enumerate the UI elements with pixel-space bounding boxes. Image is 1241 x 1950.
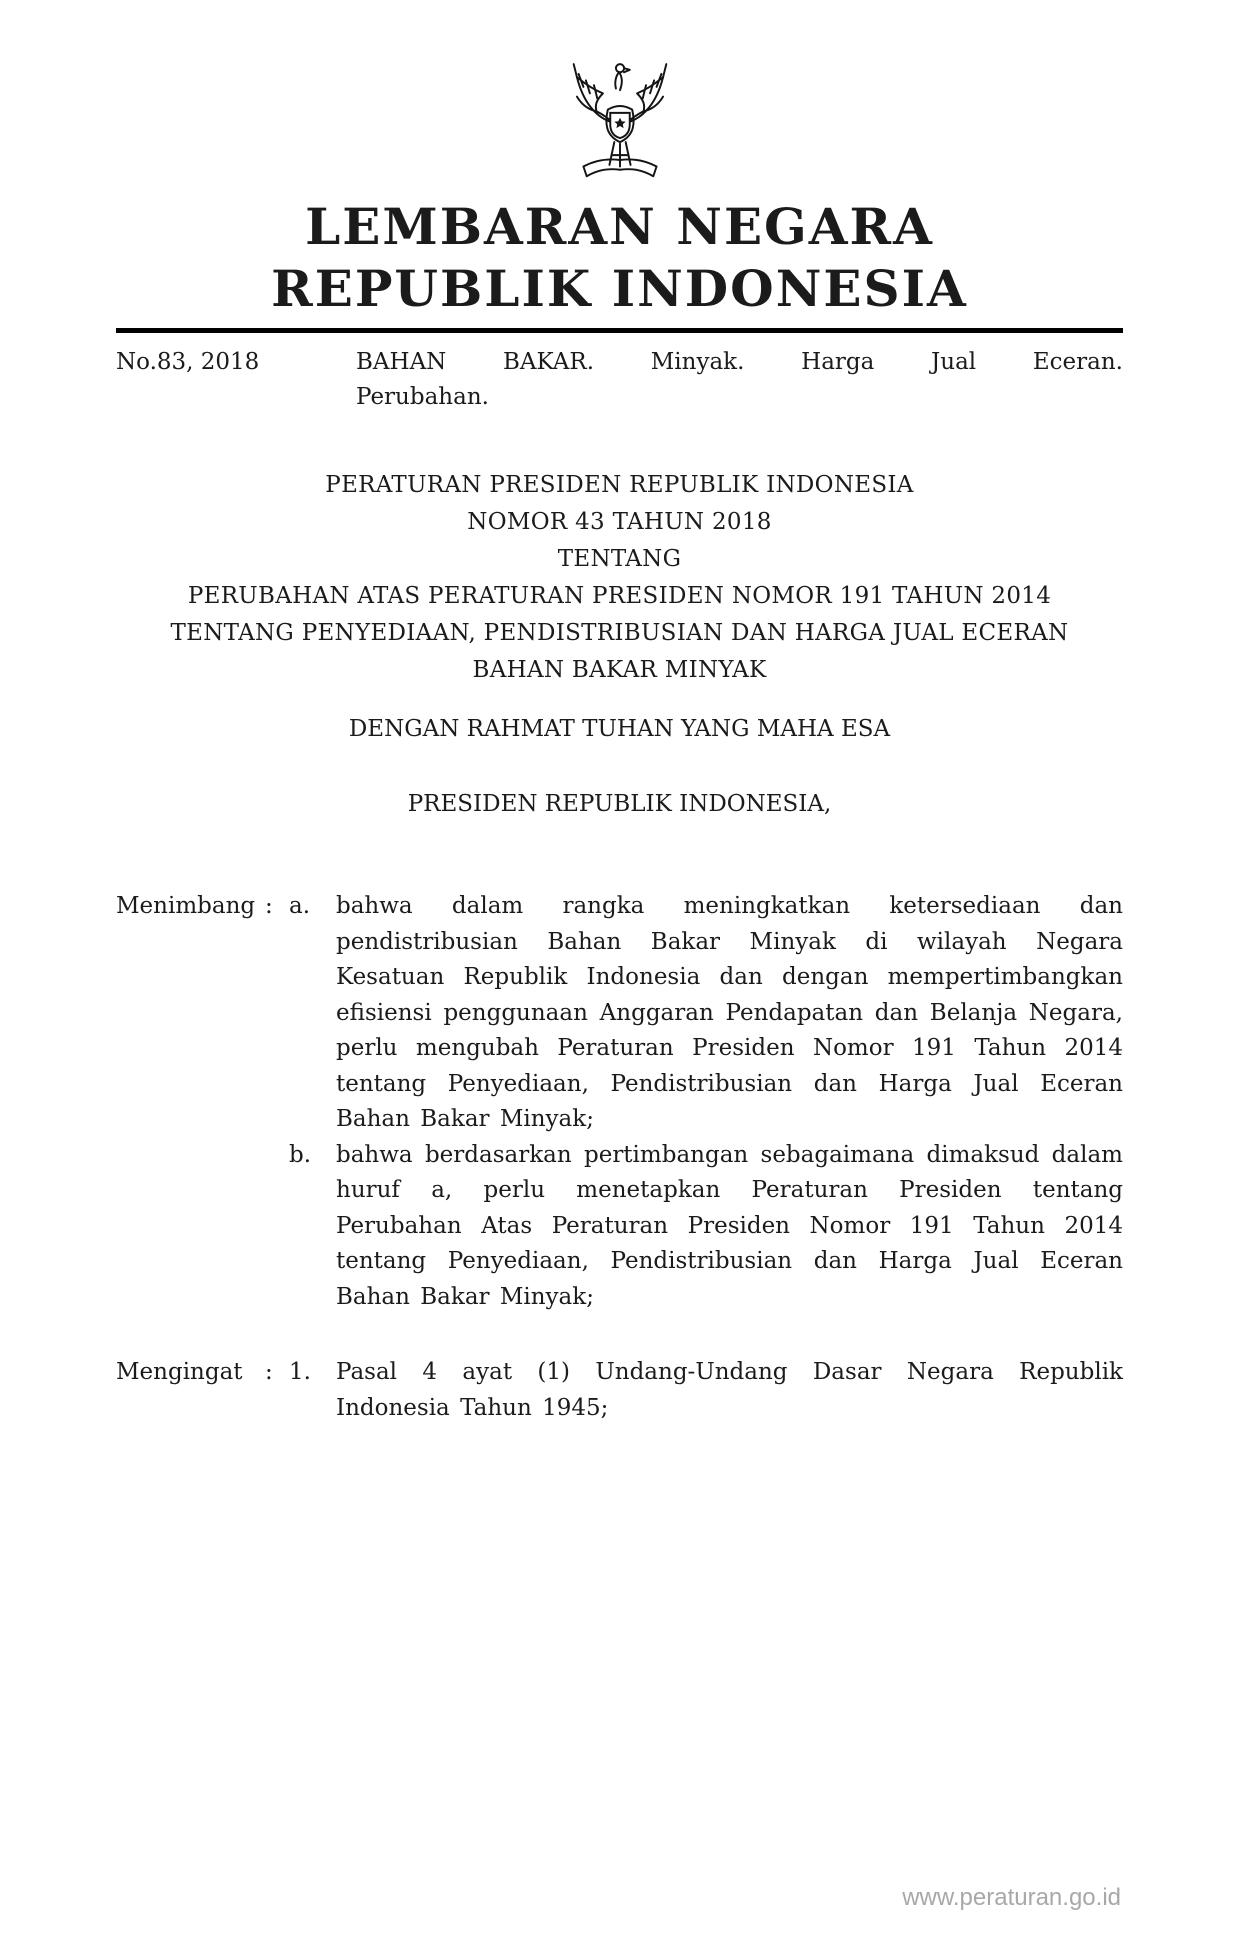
considerations-label: Menimbang (116, 893, 256, 919)
title-line-6: BAHAN BAKAR MINYAK (472, 657, 767, 683)
title-line-4: PERUBAHAN ATAS PERATURAN PRESIDEN NOMOR 191 TAHUN 2014 (187, 583, 1052, 609)
gazette-subject (356, 345, 1123, 415)
legal-basis-item-1-marker: 1. (289, 1359, 311, 1385)
title-line-2: NOMOR 43 TAHUN 2018 (467, 509, 772, 535)
legal-basis-block (116, 1355, 1123, 1426)
legal-basis-label: Mengingat (116, 1359, 243, 1385)
title-line-3: TENTANG (557, 546, 682, 572)
garuda-pancasila-emblem-icon (559, 56, 681, 186)
invocation-line: DENGAN RAHMAT TUHAN YANG MAHA ESA (348, 716, 891, 742)
spacer-cell (116, 1138, 265, 1316)
consideration-item-b-text: bahwa berdasarkan pertimbangan sebagaimana dimaksud dalam huruf a, perlu menetapkan Peraturan Presiden tentang Perubahan Atas Peraturan Presiden Nomor 191 Tahun 2014 tentang Penyediaan, Pendistribusian dan Harga Jual Eceran Bahan Bakar Minyak; (336, 1141, 1123, 1310)
title-line-1: PERATURAN PRESIDEN REPUBLIK INDONESIA (325, 472, 914, 498)
authority-line: PRESIDEN REPUBLIK INDONESIA, (407, 791, 832, 817)
gazette-meta-row (116, 345, 1123, 415)
considerations-block (116, 889, 1123, 1315)
masthead (116, 196, 1123, 320)
consideration-item-a-marker: a. (289, 893, 311, 919)
legal-basis-separator: : (265, 1359, 273, 1385)
gazette-subject-line1: BAHAN BAKAR. Minyak. Harga Jual Eceran. (356, 349, 1123, 375)
emblem-container (116, 0, 1123, 186)
spacer-cell (265, 1138, 289, 1316)
masthead-line2: REPUBLIK INDONESIA (271, 259, 968, 318)
masthead-line1: LEMBARAN NEGARA (305, 197, 934, 256)
title-line-5: TENTANG PENYEDIAAN, PENDISTRIBUSIAN DAN HARGA JUAL ECERAN (170, 620, 1069, 646)
consideration-item-b-marker: b. (289, 1141, 312, 1168)
considerations-separator: : (265, 893, 273, 919)
legal-basis-item-1-text: Pasal 4 ayat (1) Undang-Undang Dasar Negara Republik Indonesia Tahun 1945; (336, 1359, 1123, 1421)
consideration-item-a-text: bahwa dalam rangka meningkatkan ketersediaan dan pendistribusian Bahan Bakar Minyak di wilayah Negara Kesatuan Republik Indonesia dan dengan mempertimbangkan efisiensi penggunaan Anggaran Pendapatan dan Belanja Negara, perlu mengubah Peraturan Presiden Nomor 191 Tahun 2014 tentang Penyediaan, Pendistribusian dan Harga Jual Eceran Bahan Bakar Minyak; (336, 893, 1123, 1132)
footer-website-url: www.peraturan.go.id (902, 1884, 1121, 1911)
gazette-number: No.83, 2018 (116, 349, 260, 375)
regulation-title-block (116, 467, 1123, 689)
gazette-subject-line2: Perubahan. (356, 384, 489, 410)
masthead-rule (116, 328, 1123, 333)
